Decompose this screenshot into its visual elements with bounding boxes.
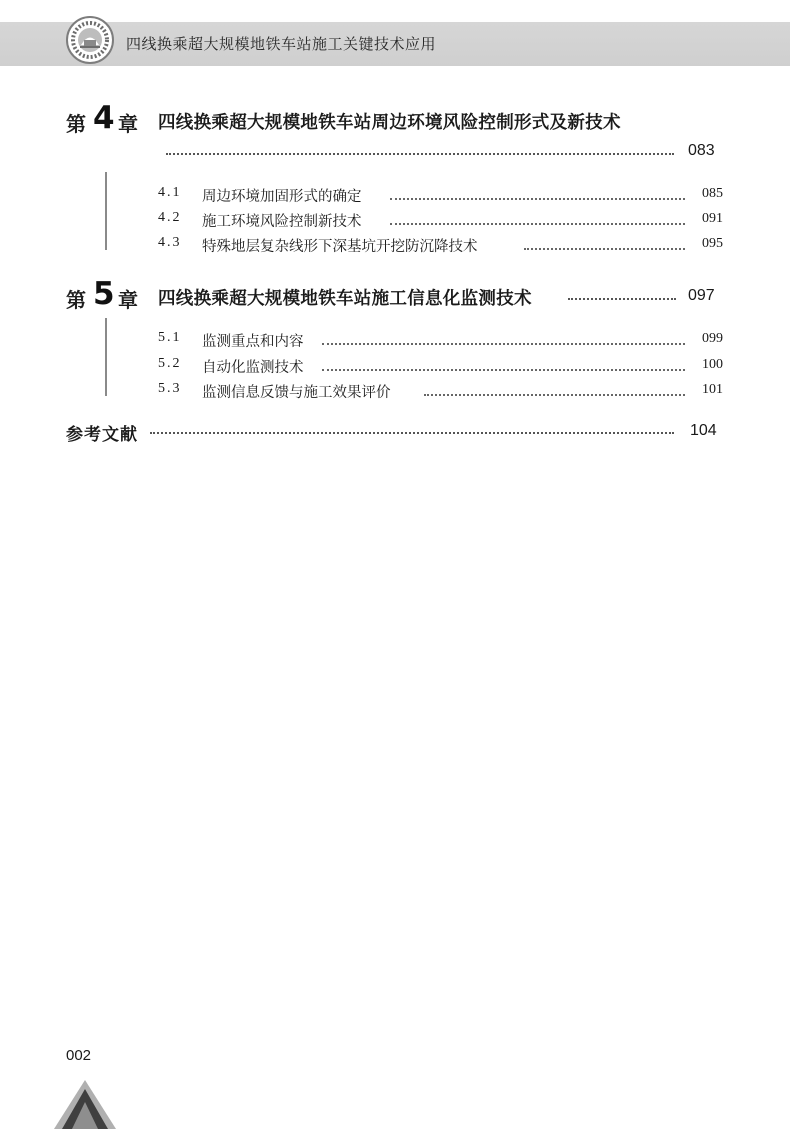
leader-dots: [390, 223, 685, 225]
chapter-prefix: 第: [66, 288, 86, 312]
section-number: 5.1: [158, 330, 182, 345]
chapter-number: 4: [93, 100, 115, 136]
leader-dots: [568, 298, 676, 300]
toc-section-4-1[interactable]: [158, 185, 723, 207]
section-page: 099: [702, 331, 723, 346]
section-page: 085: [702, 186, 723, 201]
chapter-page: 097: [688, 287, 715, 304]
toc-section-5-2[interactable]: [158, 356, 723, 378]
section-title: 监测信息反馈与施工效果评价: [202, 385, 391, 401]
leader-dots: [322, 343, 685, 345]
book-title: 四线换乘超大规模地铁车站施工关键技术应用: [126, 35, 437, 53]
section-number: 5.2: [158, 356, 182, 371]
section-page: 095: [702, 236, 723, 251]
leader-dots: [166, 153, 674, 155]
subway-logo-icon: [66, 16, 114, 64]
section-title: 施工环境风险控制新技术: [202, 214, 362, 230]
section-number: 4.3: [158, 235, 182, 250]
chapter-title: 四线换乘超大规模地铁车站周边环境风险控制形式及新技术: [158, 113, 621, 133]
triangle-mark-icon: [54, 1080, 116, 1133]
chapter-number: 5: [93, 276, 115, 312]
chapter-title: 四线换乘超大规模地铁车站施工信息化监测技术: [158, 289, 532, 309]
leader-dots: [150, 432, 674, 434]
leader-dots: [322, 369, 685, 371]
leader-dots: [524, 248, 685, 250]
chapter-page: 083: [688, 142, 715, 159]
section-number: 5.3: [158, 381, 182, 396]
section-bar: [105, 172, 107, 250]
leader-dots: [424, 394, 685, 396]
toc-section-4-2[interactable]: [158, 210, 723, 232]
toc-section-5-1[interactable]: [158, 330, 723, 352]
toc-section-4-3[interactable]: [158, 235, 723, 257]
section-title: 自动化监测技术: [202, 360, 304, 376]
toc-references[interactable]: [66, 420, 726, 446]
toc-section-5-3[interactable]: [158, 381, 723, 403]
section-title: 特殊地层复杂线形下深基坑开挖防沉降技术: [202, 239, 478, 255]
section-title: 周边环境加固形式的确定: [202, 189, 362, 205]
section-number: 4.2: [158, 210, 182, 225]
chapter-4[interactable]: [66, 100, 726, 160]
page-header: [0, 0, 790, 82]
chapter-5[interactable]: [66, 276, 726, 312]
chapter-prefix: 第: [66, 112, 86, 136]
chapter-suffix: 章: [118, 112, 138, 136]
section-page: 101: [702, 382, 723, 397]
page-number: 002: [66, 1047, 92, 1064]
references-label: 参考文献: [66, 425, 138, 445]
chapter-suffix: 章: [118, 288, 138, 312]
leader-dots: [390, 198, 685, 200]
references-page: 104: [690, 422, 717, 439]
section-page: 091: [702, 211, 723, 226]
section-bar: [105, 318, 107, 396]
section-number: 4.1: [158, 185, 182, 200]
section-page: 100: [702, 357, 723, 372]
section-title: 监测重点和内容: [202, 334, 304, 350]
